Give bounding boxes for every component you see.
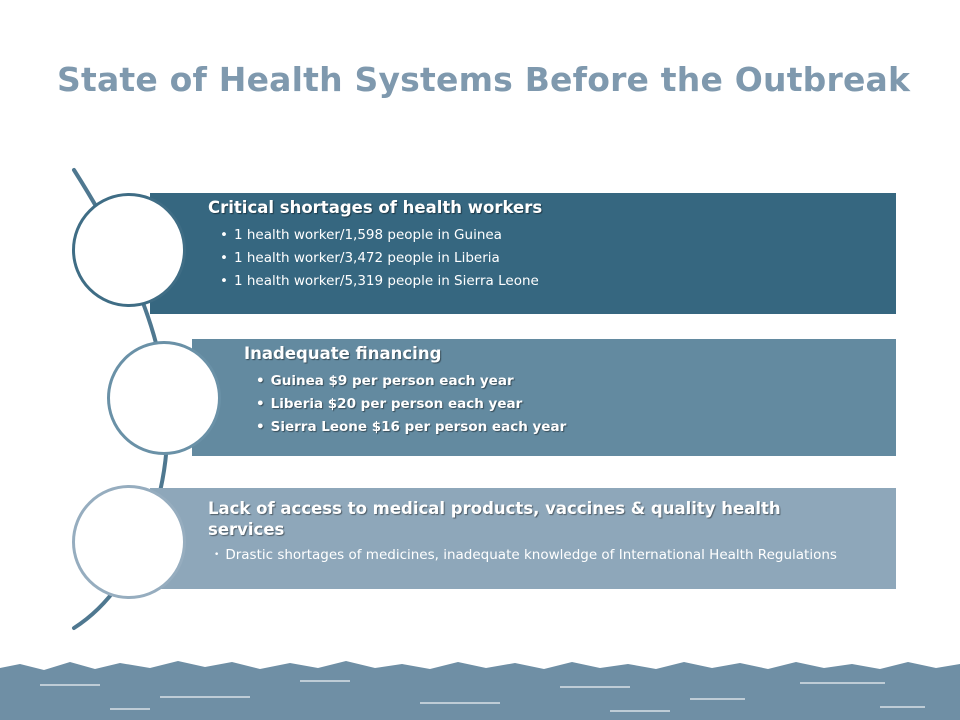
bullet-item: • Liberia $20 per person each year bbox=[256, 393, 896, 416]
section-marker-circle bbox=[72, 485, 186, 599]
section-health-workers bbox=[150, 193, 896, 314]
bullet-item: • 1 health worker/5,319 people in Sierra Leone bbox=[220, 270, 896, 293]
section-financing bbox=[192, 339, 896, 456]
footer-texture bbox=[0, 656, 960, 720]
section-heading: Lack of access to medical products, vaccines & quality health services bbox=[208, 499, 781, 539]
section-medical-access bbox=[150, 488, 896, 589]
bullet-list bbox=[244, 370, 896, 439]
bullet-item: • Guinea $9 per person each year bbox=[256, 370, 896, 393]
bullet-list bbox=[208, 546, 856, 565]
bullet-list bbox=[208, 224, 896, 293]
section-marker-circle bbox=[107, 341, 221, 455]
section-heading: Inadequate financing bbox=[244, 344, 442, 363]
slide-title: State of Health Systems Before the Outbreak bbox=[57, 60, 911, 99]
section-marker-circle bbox=[72, 193, 186, 307]
bullet-item: • Sierra Leone $16 per person each year bbox=[256, 416, 896, 439]
bullet-item: • Drastic shortages of medicines, inadequate knowledge of International Health Regulations bbox=[214, 546, 856, 565]
section-heading: Critical shortages of health workers bbox=[208, 198, 543, 217]
bullet-item: • 1 health worker/1,598 people in Guinea bbox=[220, 224, 896, 247]
bullet-item: • 1 health worker/3,472 people in Liberia bbox=[220, 247, 896, 270]
